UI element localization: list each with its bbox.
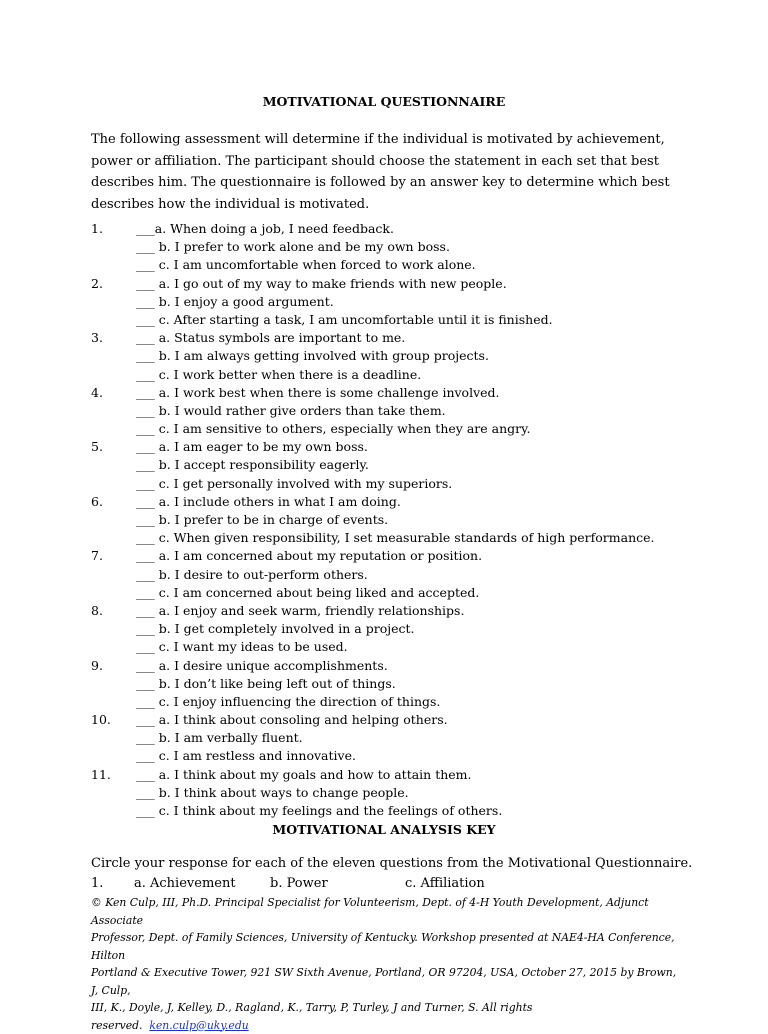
footer-line: Professor, Dept. of Family Sciences, University of Kentucky. Workshop presented at NAE4-HA Conference, Hilton	[91, 931, 675, 962]
question-number: 5.	[91, 439, 103, 455]
question-number: 11.	[91, 766, 111, 782]
option-a: ___ a. I desire unique accomplishments.	[136, 657, 388, 673]
footer-line: © Ken Culp, III, Ph.D. Principal Specialist for Volunteerism, Dept. of 4-H Youth Development, Adjunct Associate	[91, 896, 649, 927]
key-option-affiliation: c. Affiliation	[405, 876, 485, 891]
key-number: 1.	[91, 876, 104, 891]
key-row-1	[91, 876, 691, 894]
question-number: 10.	[91, 712, 111, 728]
option-a: ___ a. I work best when there is some challenge involved.	[136, 384, 500, 400]
question-2	[91, 275, 691, 293]
option-a: ___ a. I think about consoling and helping others.	[136, 712, 448, 728]
option-b: ___ b. I accept responsibility eagerly.	[136, 457, 369, 473]
page-title: MOTIVATIONAL QUESTIONNAIRE	[262, 94, 506, 109]
question-11	[91, 766, 691, 784]
option-b: ___ b. I enjoy a good argument.	[136, 293, 334, 309]
email-link[interactable]: ken.culp@uky.edu	[149, 1018, 249, 1032]
option-b: ___ b. I prefer to work alone and be my own boss.	[136, 239, 450, 255]
footer-line	[91, 999, 681, 1034]
question-7	[91, 547, 691, 565]
question-4	[91, 384, 691, 402]
question-number: 3.	[91, 330, 103, 346]
option-a: ___ a. I go out of my way to make friends with new people.	[136, 275, 507, 291]
copyright-footer	[91, 894, 681, 1034]
question-number: 4.	[91, 384, 103, 400]
intro-line: power or affiliation. The participant should choose the statement in each set that best	[91, 153, 659, 169]
question-5	[91, 438, 691, 456]
intro-paragraph	[91, 129, 691, 215]
question-6	[91, 493, 691, 511]
option-a: ___a. When doing a job, I need feedback.	[136, 221, 394, 236]
footer-last-text: III, K., Doyle, J, Kelley, D., Ragland, K., Tarry, P, Turley, J and Turner, S. All rights reserved.	[91, 1001, 533, 1032]
option-c: ___ c. I work better when there is a deadline.	[136, 366, 422, 382]
question-list	[91, 220, 691, 820]
option-a: ___ a. I enjoy and seek warm, friendly relationships.	[136, 602, 465, 618]
intro-line: The following assessment will determine if the individual is motivated by achievement,	[91, 132, 665, 147]
option-b: ___ b. I think about ways to change people.	[136, 784, 409, 800]
key-option-power: b. Power	[270, 876, 328, 891]
question-number: 8.	[91, 602, 103, 618]
footer-line: Portland & Executive Tower, 921 SW Sixth Avenue, Portland, OR 97204, USA, October 27, 2015 by Brown, J, Culp,	[91, 966, 677, 997]
option-b: ___ b. I don’t like being left out of things.	[136, 675, 396, 691]
question-number: 6.	[91, 493, 103, 509]
question-number: 7.	[91, 548, 103, 564]
option-c: ___ c. I think about my feelings and the feelings of others.	[136, 803, 503, 818]
option-c: ___ c. I am sensitive to others, especially when they are angry.	[136, 421, 531, 437]
question-1	[91, 220, 691, 238]
option-a: ___ a. I am concerned about my reputation or position.	[136, 548, 483, 564]
question-number: 2.	[91, 275, 103, 291]
option-a: ___ a. Status symbols are important to me.	[136, 330, 406, 346]
question-number: 9.	[91, 657, 103, 673]
intro-line: describes how the individual is motivated.	[91, 196, 370, 212]
analysis-key-title: MOTIVATIONAL ANALYSIS KEY	[272, 822, 496, 837]
option-c: ___ c. After starting a task, I am uncomfortable until it is finished.	[136, 311, 553, 327]
option-c: ___ c. I want my ideas to be used.	[136, 639, 348, 655]
key-option-achievement: a. Achievement	[134, 876, 236, 891]
option-b: ___ b. I am verbally fluent.	[136, 730, 303, 746]
question-number: 1.	[91, 221, 103, 236]
question-10	[91, 711, 691, 729]
option-c: ___ c. I am uncomfortable when forced to work alone.	[136, 257, 476, 273]
option-b: ___ b. I am always getting involved with group projects.	[136, 348, 489, 364]
option-c: ___ c. I am restless and innovative.	[136, 748, 356, 764]
option-b: ___ b. I prefer to be in charge of events.	[136, 512, 389, 527]
option-b: ___ b. I get completely involved in a project.	[136, 621, 415, 637]
option-a: ___ a. I include others in what I am doing.	[136, 493, 401, 509]
option-c: ___ c. I get personally involved with my superiors.	[136, 475, 453, 491]
question-3	[91, 329, 691, 347]
option-c: ___ c. I am concerned about being liked and accepted.	[136, 584, 480, 600]
circle-instruction: Circle your response for each of the eleven questions from the Motivational Questionnaire.	[91, 856, 693, 871]
question-8	[91, 602, 691, 620]
intro-line: describes him. The questionnaire is followed by an answer key to determine which best	[91, 175, 670, 190]
option-b: ___ b. I desire to out-perform others.	[136, 566, 368, 582]
option-c: ___ c. I enjoy influencing the direction of things.	[136, 693, 441, 709]
option-a: ___ a. I am eager to be my own boss.	[136, 439, 368, 455]
option-a: ___ a. I think about my goals and how to attain them.	[136, 766, 472, 782]
option-b: ___ b. I would rather give orders than take them.	[136, 402, 446, 418]
option-c: ___ c. When given responsibility, I set measurable standards of high performance.	[136, 530, 655, 546]
question-9	[91, 657, 691, 675]
